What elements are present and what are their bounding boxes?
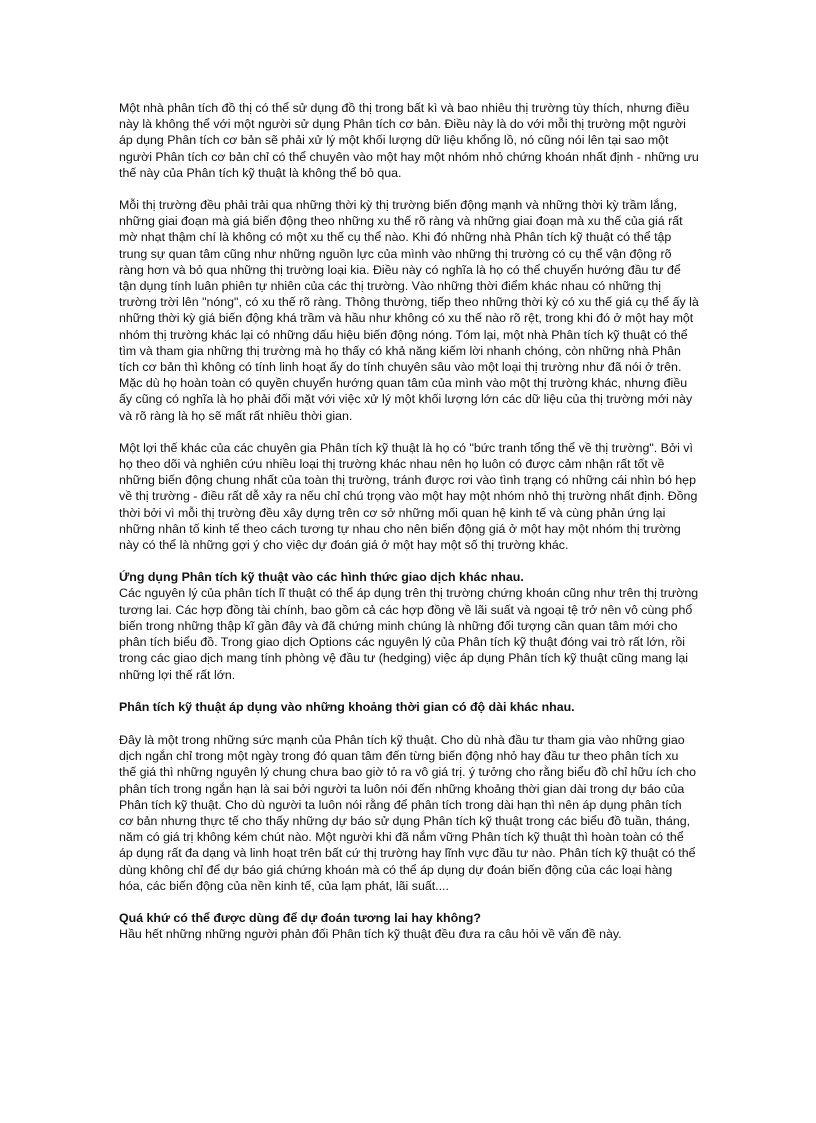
section-time-frames xyxy=(119,699,699,894)
paragraph-market-cycles: Mỗi thị trường đều phải trải qua những thời kỳ thị trường biến động mạnh và những thời kỳ trầm lắng, những giai đoạn mà giá biến động theo những xu thế rõ ràng và những giai đoạn mà xu thế của giá rất mờ nhạt thậm chí là không có một xu thế cụ thể nào. Khi đó những nhà Phân tích kỹ thuật có thể tập trung sự quan tâm cũng như những nguồn lực của mình vào những thị trường có cụ thể vận động rõ ràng hơn và bỏ qua những thị trường loại kia. Điều này có nghĩa là họ có thể chuyển hướng đầu tư để tận dụng tính luân phiên tự nhiên của các thị trường. Vào những thời điểm khác nhau có những thị trường trời lên "nóng", có xu thế rõ ràng. Thông thường, tiếp theo những thời kỳ có xu thế giá cụ thể ấy là những thời kỳ giá biến động khá trầm và hầu như không có xu thế nào rõ rệt, trong khi đó ở một hay một nhóm thị trường khác lại có những dấu hiệu biến động nóng. Tóm lại, một nhà Phân tích kỹ thuật có thể tìm và tham gia những thị trường mà họ thấy có khả năng kiếm lời nhanh chóng, còn những nhà Phân tích cơ bản thì không có tính linh hoạt ấy do tính chuyên sâu vào một loại thị trường như đã nói ở trên. Mặc dù họ hoàn toàn có quyền chuyển hướng quan tâm của mình vào một thị trường khác, nhưng điều ấy cũng có nghĩa là họ phải đối mặt với việc xử lý một khối lượng lớn các dữ liệu của thị trường mới này và rõ ràng là họ sẽ mất rất nhiều thời gian. xyxy=(119,198,699,423)
section-heading-past-future: Quá khứ có thể được dùng để dự đoán tương lai hay không? xyxy=(119,910,481,925)
paragraph-intro: Một nhà phân tích đồ thị có thể sử dụng đồ thị trong bất kì và bao nhiêu thị trường tùy thích, nhưng điều này là không thể với một người sử dụng Phân tích cơ bản. Điều này là do với mỗi thị trường một người áp dụng Phân tích cơ bản sẽ phải xử lý một khối lượng dữ liệu khổng lồ, nó cũng nói lên tại sao một người Phân tích cơ bản chỉ có thể chuyên vào một hay một nhóm nhỏ chứng khoán nhất định - những ưu thế này của Phân tích kỹ thuật là không thể bỏ qua. xyxy=(119,101,699,180)
document-page xyxy=(119,100,699,958)
section-heading-time-frames: Phân tích kỹ thuật áp dụng vào những khoảng thời gian có độ dài khác nhau. xyxy=(119,699,575,714)
section-past-future xyxy=(119,910,699,942)
section-body-past-future: Hầu hết những những người phản đối Phân tích kỹ thuật đều đưa ra câu hỏi về vấn đề này. xyxy=(119,927,622,942)
section-body-trading-forms: Các nguyên lý của phân tích lĩ thuật có thể áp dụng trên thị trường chứng khoán cũng như trên thị trường tương lai. Các hợp đồng tài chính, bao gồm cả các hợp đồng về lãi suất và ngoại tệ trở nên vô cùng phổ biến trong những thập kĩ gần đây và đã chứng minh chúng là những đối tượng cần quan tâm mới cho phân tích biểu đồ. Trong giao dịch Options các nguyên lý của Phân tích kỹ thuật đóng vai trò rất lớn, rồi trong các giao dịch mang tính phòng vệ đầu tư (hedging) việc áp dụng Phân tích kỹ thuật cũng mang lại những lợi thế rất lớn. xyxy=(119,586,699,682)
section-heading-trading-forms: Ứng dụng Phân tích kỹ thuật vào các hình thức giao dịch khác nhau. xyxy=(119,570,524,585)
section-body-time-frames: Đây là một trong những sức mạnh của Phân tích kỹ thuật. Cho dù nhà đầu tư tham gia vào những giao dịch ngắn chỉ trong một ngày trong đó quan tâm đến từng biến động nhỏ hay đầu tư theo phân tích xu thế giá thì những nguyên lý chung chưa bao giờ tỏ ra vô giá trị. ý tưởng cho rằng biểu đồ chỉ hữu ích cho phân tích trong ngắn hạn là sai bởi người ta luôn nói đến những khoảng thời gian dài trong dự báo của Phân tích kỹ thuật. Cho dù người ta luôn nói rằng để phân tích trong dài hạn thì nên áp dụng phân tích cơ bản nhưng thực tế cho thấy những dự báo sử dụng Phân tích kỹ thuật trong các biểu đồ tuần, tháng, năm có giá trị không kém chút nào. Một người khi đã nắm vững Phân tích kỹ thuật thì hoàn toàn có thể áp dụng rất đa dạng và linh hoạt trên bất cứ thị trường hay lĩnh vực đầu tư nào. Phân tích kỹ thuật có thể dùng không chỉ để dự báo giá chứng khoán mà có thể áp dụng dự đoán biến động của các loại hàng hóa, các biến động của nền kinh tế, của lạm phát, lãi suất.... xyxy=(119,732,697,893)
paragraph-overall-picture: Một lợi thế khác của các chuyên gia Phân tích kỹ thuật là họ có "bức tranh tổng thể về thị trường". Bởi vì họ theo dõi và nghiên cứu nhiều loại thị trường khác nhau nên họ luôn có được cảm nhận rất tốt về những biến động chung nhất của toàn thị trường, tránh được rơi vào tình trạng có những cái nhìn bó hẹp về thị trường - điều rất dễ xảy ra nếu chỉ chú trọng vào một hay một nhóm nhỏ thị trường nhất định. Đồng thời bởi vì mỗi thị trường đều xây dựng trên cơ sở những mối quan hệ kinh tế và cùng phản ứng lại những nhân tố kinh tế theo cách tương tự nhau cho nên biến động giá ở một hay một nhóm thị trường này có thể là những gợi ý cho việc dự đoán giá ở một hay một số thị trường khác. xyxy=(119,440,698,553)
section-trading-forms xyxy=(119,569,699,682)
